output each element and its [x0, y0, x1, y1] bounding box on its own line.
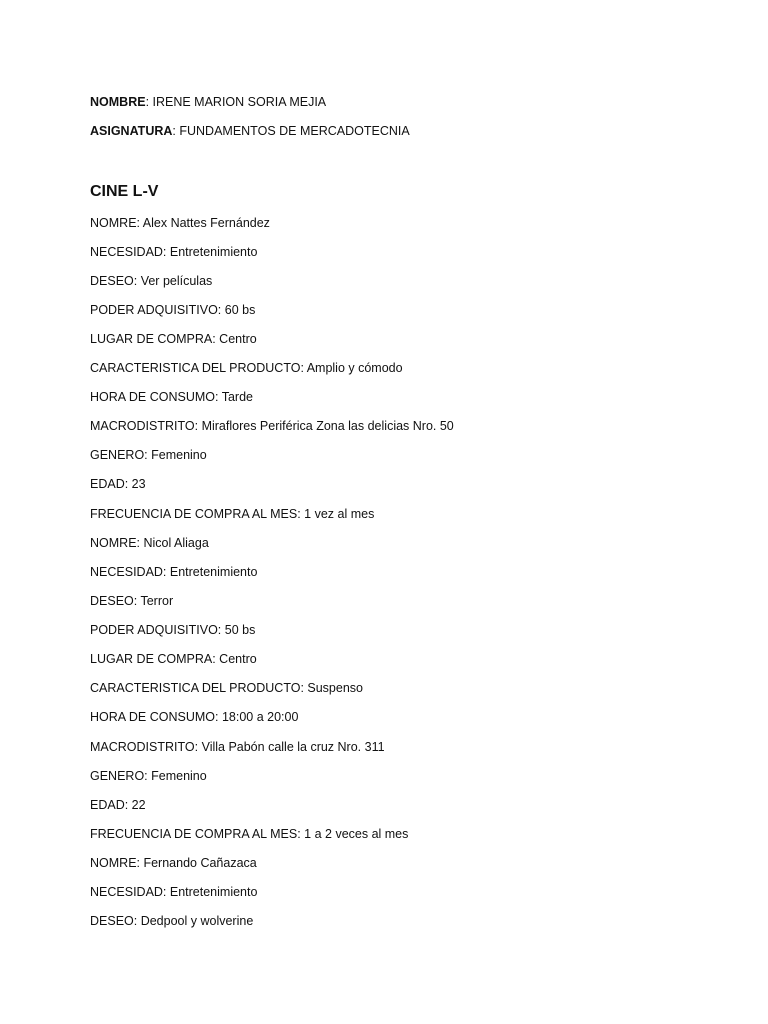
record-line: DESEO: Dedpool y wolverine — [90, 914, 254, 928]
record-line: LUGAR DE COMPRA: Centro — [90, 652, 257, 666]
record-line: NOMRE: Alex Nattes Fernández — [90, 216, 270, 230]
record-line: DESEO: Terror — [90, 594, 174, 608]
student-name-line — [90, 94, 326, 110]
student-name-label: NOMBRE — [90, 95, 146, 109]
record-line: GENERO: Femenino — [90, 448, 207, 462]
student-name-value: : IRENE MARION SORIA MEJIA — [145, 95, 327, 109]
subject-label: ASIGNATURA — [90, 124, 173, 138]
subject-value: : FUNDAMENTOS DE MERCADOTECNIA — [172, 124, 410, 138]
record-line: CARACTERISTICA DEL PRODUCTO: Amplio y cómodo — [90, 361, 403, 375]
subject-line — [90, 123, 410, 139]
section-title: CINE L-V — [90, 183, 159, 200]
record-line: GENERO: Femenino — [90, 769, 207, 783]
record-line: FRECUENCIA DE COMPRA AL MES: 1 a 2 veces al mes — [90, 827, 409, 841]
record-line: DESEO: Ver películas — [90, 274, 213, 288]
record-line: NECESIDAD: Entretenimiento — [90, 565, 258, 579]
record-line: NOMRE: Nicol Aliaga — [90, 536, 209, 550]
record-line: NECESIDAD: Entretenimiento — [90, 885, 258, 899]
record-line: LUGAR DE COMPRA: Centro — [90, 332, 257, 346]
record-line: EDAD: 23 — [90, 477, 146, 491]
record-line: MACRODISTRITO: Villa Pabón calle la cruz Nro. 311 — [90, 740, 385, 754]
record-line: PODER ADQUISITIVO: 60 bs — [90, 303, 256, 317]
record-line: HORA DE CONSUMO: 18:00 a 20:00 — [90, 710, 299, 724]
record-line: HORA DE CONSUMO: Tarde — [90, 390, 254, 404]
record-line: NECESIDAD: Entretenimiento — [90, 245, 258, 259]
record-line: NOMRE: Fernando Cañazaca — [90, 856, 257, 870]
record-line: EDAD: 22 — [90, 798, 146, 812]
record-line: FRECUENCIA DE COMPRA AL MES: 1 vez al mes — [90, 507, 375, 521]
record-line: PODER ADQUISITIVO: 50 bs — [90, 623, 256, 637]
record-line: MACRODISTRITO: Miraflores Periférica Zona las delicias Nro. 50 — [90, 419, 454, 433]
record-line: CARACTERISTICA DEL PRODUCTO: Suspenso — [90, 681, 363, 695]
